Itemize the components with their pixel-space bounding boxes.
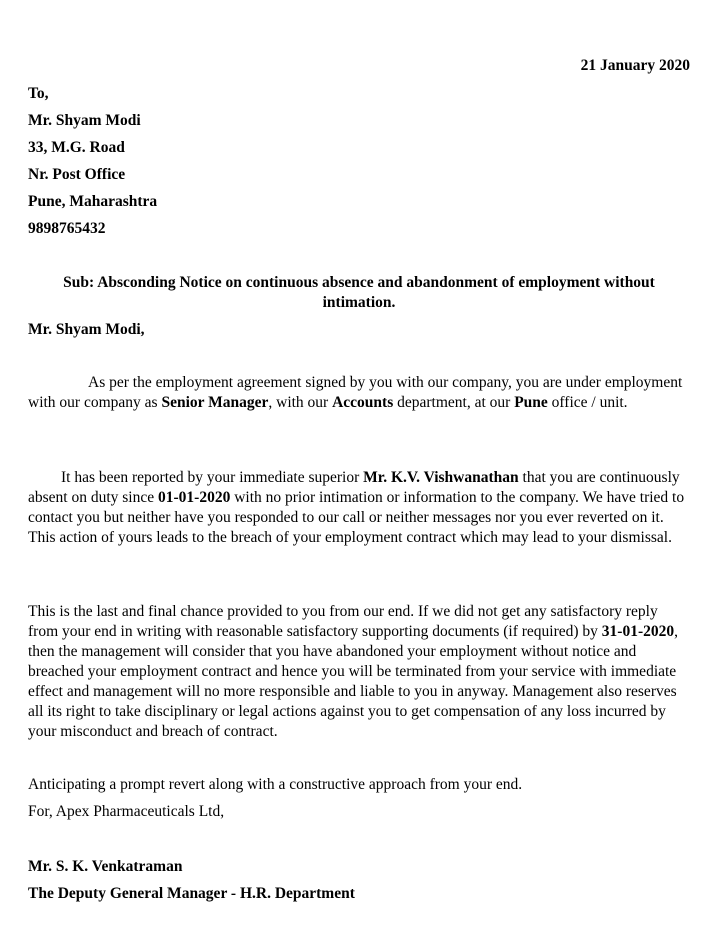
letter-date: 21 January 2020 bbox=[580, 57, 690, 74]
employee-location: Pune bbox=[514, 394, 548, 411]
subject-line: Sub: Absconding Notice on continuous absence and abandonment of employment without intimation. bbox=[63, 274, 655, 311]
paragraph-employment bbox=[28, 373, 690, 413]
para3-text-2: , then the management will consider that you have abandoned your employment without notice and breached your employment contract and hence you will be terminated from your service with immediate effect and management will no more responsible and liable to you in anyway. Management also reserves all its right to take disciplinary or legal actions against you to get compensation of any loss incurred by your misconduct and breach of contract. bbox=[28, 623, 678, 740]
recipient-name: Mr. Shyam Modi bbox=[28, 112, 141, 129]
para1-text-4: office / unit. bbox=[547, 394, 628, 411]
para1-text-1: As per the employment agreement signed by you with our company, you are under employment with our company as bbox=[28, 374, 683, 411]
recipient-address-line2: Nr. Post Office bbox=[28, 166, 126, 183]
employee-designation: Senior Manager bbox=[161, 394, 269, 411]
to-label: To, bbox=[28, 85, 49, 102]
para1-text-2: , with our bbox=[268, 394, 333, 411]
company-sign-off: For, Apex Pharmaceuticals Ltd, bbox=[28, 803, 225, 820]
deadline-date: 31-01-2020 bbox=[601, 623, 675, 640]
closing-line: Anticipating a prompt revert along with a constructive approach from your end. bbox=[28, 776, 523, 793]
recipient-city-state: Pune, Maharashtra bbox=[28, 193, 158, 210]
signatory-name: Mr. S. K. Venkatraman bbox=[28, 858, 183, 875]
paragraph-absence bbox=[28, 468, 690, 548]
para2-text-2: that you are continuously absent on duty since bbox=[28, 469, 680, 506]
recipient-phone: 9898765432 bbox=[28, 220, 106, 237]
absent-since-date: 01-01-2020 bbox=[158, 489, 231, 506]
para1-text-3: department, at our bbox=[393, 394, 515, 411]
signatory-designation: The Deputy General Manager - H.R. Department bbox=[28, 885, 355, 902]
recipient-address-line1: 33, M.G. Road bbox=[28, 139, 125, 156]
salutation: Mr. Shyam Modi, bbox=[28, 321, 145, 338]
paragraph-final-chance bbox=[28, 602, 690, 742]
para2-text-1: It has been reported by your immediate superior bbox=[61, 469, 364, 486]
superior-name: Mr. K.V. Vishwanathan bbox=[363, 469, 519, 486]
para2-text-3: with no prior intimation or information to the company. We have tried to contact you but neither have you responded to our call or neither messages nor you ever reverted on it. This action of yours leads to the breach of your employment contract which may lead to your dismissal. bbox=[28, 489, 685, 546]
para3-text-1: This is the last and final chance provided to you from our end. If we did not get any satisfactory reply from your end in writing with reasonable satisfactory supporting documents (if required) by bbox=[28, 603, 658, 640]
employee-department: Accounts bbox=[332, 394, 394, 411]
